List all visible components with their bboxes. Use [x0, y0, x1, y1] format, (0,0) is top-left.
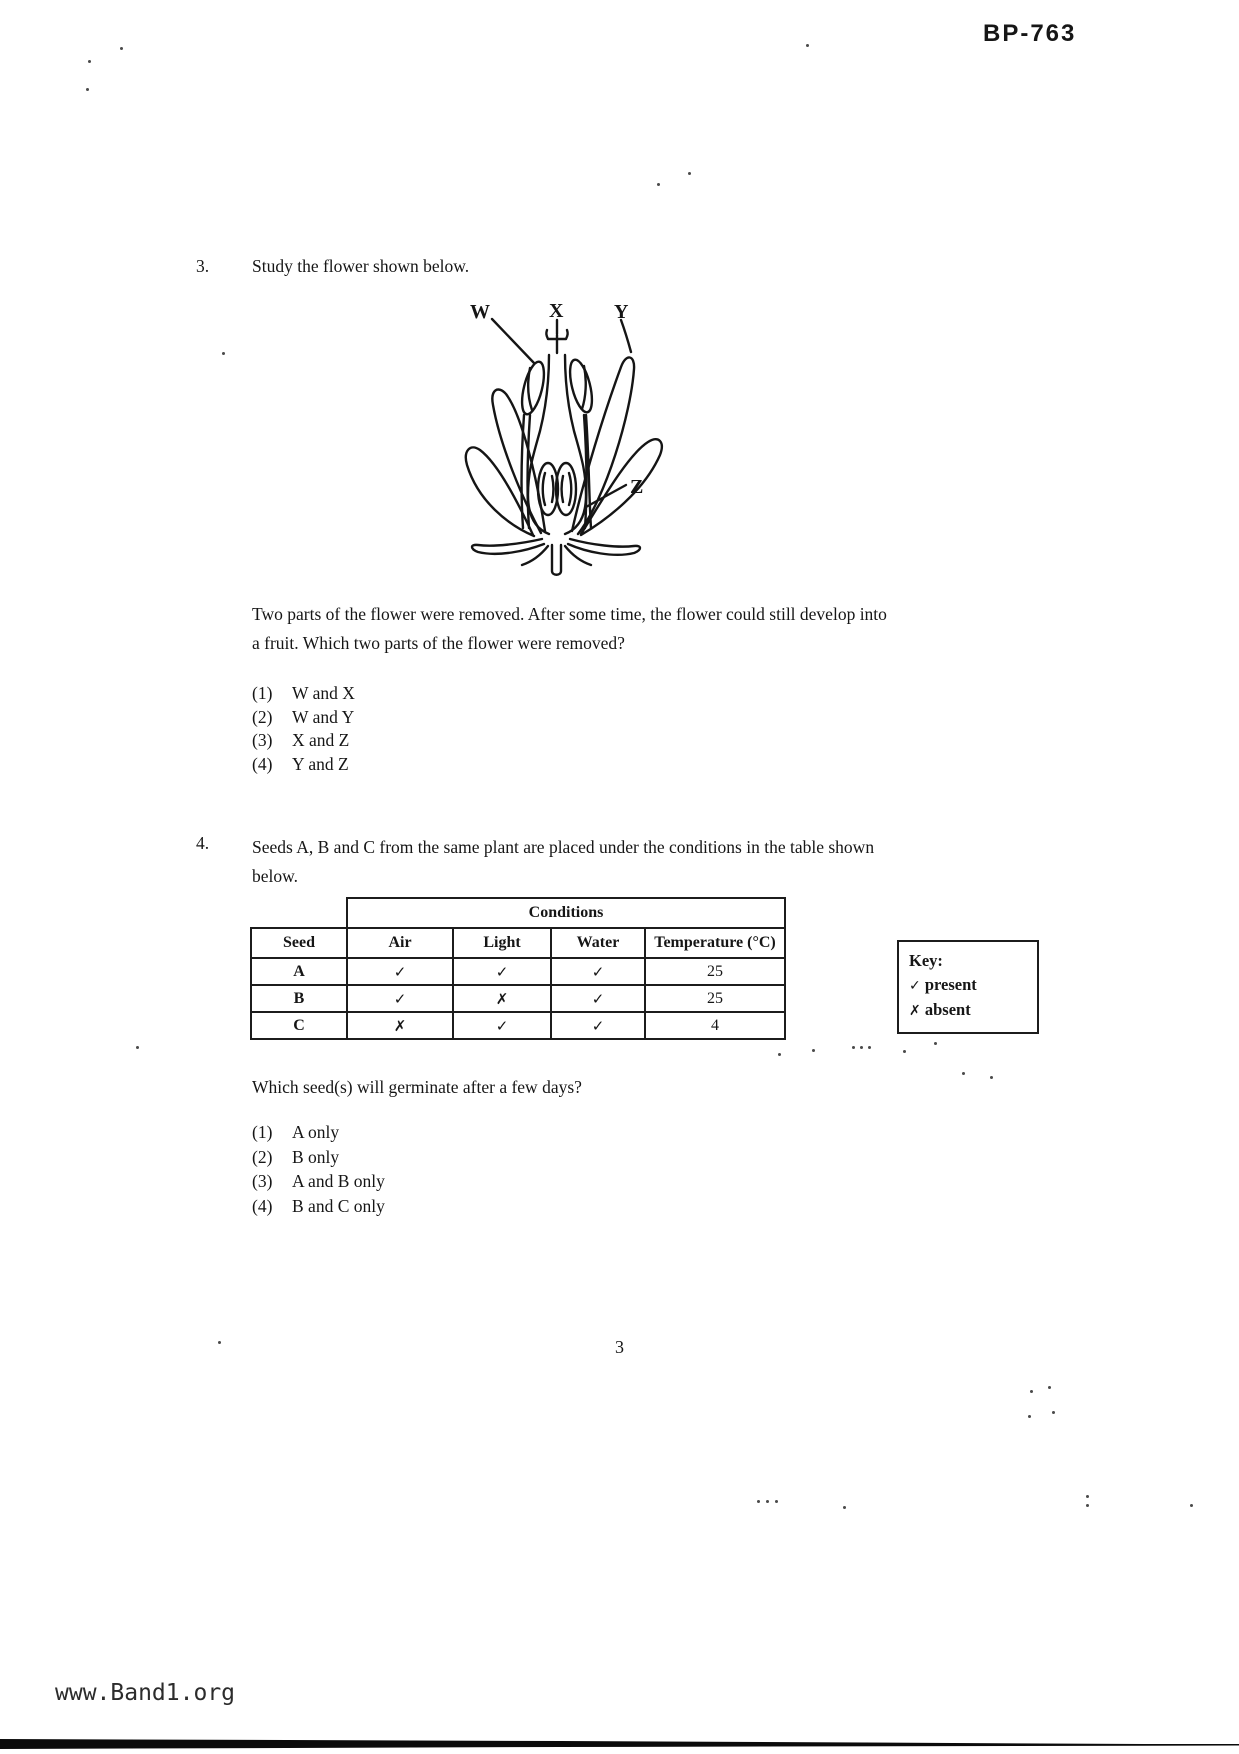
key-title: Key:: [909, 951, 943, 970]
option-text: W and Y: [292, 706, 355, 727]
check-icon: ✓: [347, 958, 453, 985]
check-icon: ✓: [453, 958, 551, 985]
scan-speck: [812, 1049, 815, 1052]
scan-speck: [1086, 1495, 1089, 1498]
footer-url: www.Band1.org: [55, 1680, 236, 1706]
temperature-value: 25: [645, 958, 785, 985]
question4-options: [252, 1120, 385, 1218]
option-text: Y and Z: [292, 753, 349, 774]
question4-prompt-line1: Seeds A, B and C from the same plant are placed under the conditions in the table shown: [252, 837, 875, 857]
label-y: Y: [614, 301, 629, 323]
scan-edge-bar: [0, 1735, 1239, 1753]
check-icon: ✓: [551, 1012, 645, 1039]
option-number: (3): [252, 730, 273, 750]
question3-prompt: Study the flower shown below.: [252, 256, 470, 276]
scan-speck: [136, 1046, 139, 1049]
scan-speck: [962, 1072, 965, 1075]
petal-right-inner: [572, 357, 634, 534]
option-row: [252, 1145, 385, 1170]
scan-speck: [852, 1046, 855, 1049]
option-row: [252, 706, 355, 730]
check-icon: ✓: [551, 985, 645, 1012]
key-label-absent: absent: [924, 1000, 971, 1019]
table-row: [251, 1012, 785, 1039]
option-number: (2): [252, 706, 273, 727]
scan-speck: [88, 60, 91, 63]
key-label-present: present: [924, 975, 977, 994]
seed-b-cell: B: [251, 985, 347, 1012]
question4-prompt-line2: below.: [252, 866, 299, 886]
column-header-water: Water: [551, 928, 645, 958]
option-text: A and B only: [292, 1171, 385, 1191]
column-header-light: Light: [453, 928, 551, 958]
question3-body-line2: a fruit. Which two parts of the flower were removed?: [252, 633, 625, 653]
scan-speck: [1048, 1386, 1051, 1389]
style-left: [528, 355, 549, 534]
scan-speck: [775, 1500, 778, 1503]
scan-speck: [903, 1050, 906, 1053]
check-icon: ✓: [453, 1012, 551, 1039]
option-number: (1): [252, 1122, 273, 1142]
seed-a-cell: A: [251, 958, 347, 985]
check-icon: ✓: [909, 978, 921, 994]
leader-line-w: [492, 319, 534, 363]
scan-speck: [657, 183, 660, 186]
option-text: X and Z: [292, 730, 350, 750]
scan-speck: [806, 44, 809, 47]
sepal-left: [472, 539, 544, 554]
conditions-table: [250, 897, 786, 1040]
flower-cross-section-illustration: [448, 293, 708, 581]
scan-speck: [1028, 1415, 1031, 1418]
label-x: X: [549, 300, 564, 322]
option-number: (1): [252, 683, 273, 703]
style-right: [565, 355, 586, 534]
key-box: [897, 940, 1039, 1034]
option-number: (4): [252, 753, 273, 774]
label-z: Z: [630, 476, 644, 498]
sepal-right: [568, 539, 640, 555]
scan-speck: [86, 88, 89, 91]
option-number: (4): [252, 1195, 273, 1216]
option-text: B only: [292, 1146, 340, 1167]
check-icon: ✓: [551, 958, 645, 985]
temperature-value: 4: [645, 1012, 785, 1039]
scan-speck: [934, 1042, 937, 1045]
option-row: [252, 729, 355, 753]
temperature-value: 25: [645, 985, 785, 1012]
option-text: B and C only: [292, 1195, 385, 1216]
scan-speck: [688, 172, 691, 175]
scan-speck: [222, 352, 225, 355]
scan-speck: [990, 1076, 993, 1079]
option-number: (3): [252, 1171, 273, 1191]
option-row: [252, 1120, 385, 1145]
column-header-seed: Seed: [251, 928, 347, 958]
question3-options: [252, 682, 355, 776]
scan-speck: [757, 1500, 760, 1503]
table-row: [251, 985, 785, 1012]
scan-speck: [218, 1341, 221, 1344]
option-row: [252, 682, 355, 706]
seed-c-cell: C: [251, 1012, 347, 1039]
paper-code: BP-763: [983, 20, 1077, 47]
question4-question: Which seed(s) will germinate after a few days?: [252, 1077, 582, 1097]
petal-left-inner: [492, 390, 545, 533]
page-number: 3: [615, 1337, 624, 1357]
conditions-header: Conditions: [347, 898, 785, 928]
flower-diagram: [448, 293, 708, 581]
cross-icon: ✗: [453, 985, 551, 1012]
leader-line-y: [621, 320, 631, 352]
question3-number: 3.: [196, 256, 210, 276]
scan-speck: [1086, 1504, 1089, 1507]
option-row: [252, 1169, 385, 1194]
scan-speck: [778, 1053, 781, 1056]
column-header-temperature: Temperature (°C): [645, 928, 785, 958]
question4-number: 4.: [196, 833, 210, 853]
scan-speck: [120, 47, 123, 50]
question3-body: [252, 600, 952, 658]
check-icon: ✓: [347, 985, 453, 1012]
label-w: W: [470, 301, 490, 323]
scan-speck: [1190, 1504, 1193, 1507]
cross-icon: ✗: [347, 1012, 453, 1039]
scan-speck: [868, 1046, 871, 1049]
scan-speck: [860, 1046, 863, 1049]
scan-speck: [766, 1500, 769, 1503]
key-item-absent: [909, 998, 1029, 1023]
key-item-present: [909, 973, 1029, 998]
table-header-row: [251, 928, 785, 958]
scan-speck: [843, 1506, 846, 1509]
option-number: (2): [252, 1146, 273, 1167]
table-blank-cell: [251, 898, 347, 928]
stem: [552, 545, 561, 575]
question3-body-line1: Two parts of the flower were removed. After some time, the flower could still develop into: [252, 604, 887, 624]
option-row: [252, 753, 355, 777]
option-row: [252, 1194, 385, 1219]
question4-prompt: [252, 833, 952, 891]
scan-speck: [1052, 1411, 1055, 1414]
column-header-air: Air: [347, 928, 453, 958]
cross-icon: ✗: [909, 1003, 921, 1019]
table-row: [251, 958, 785, 985]
anther-right: [566, 358, 597, 415]
option-text: A only: [292, 1122, 340, 1142]
option-text: W and X: [292, 683, 355, 703]
scan-speck: [1030, 1390, 1033, 1393]
